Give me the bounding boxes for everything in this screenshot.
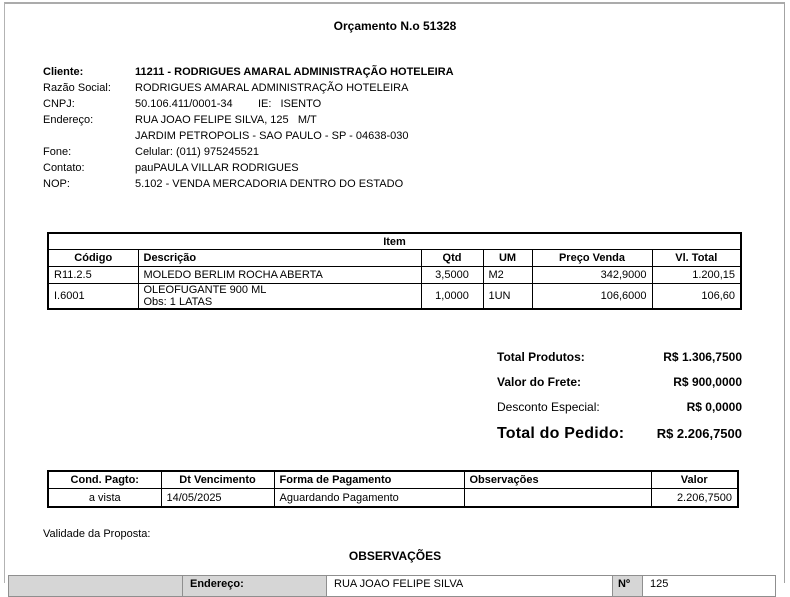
fone-label: Fone: [43,146,72,158]
razao-social-value: RODRIGUES AMARAL ADMINISTRAÇÃO HOTELEIRA [135,82,409,94]
col-cond-pagto: Cond. Pagto: [48,471,161,489]
col-valor: Valor [651,471,738,489]
nop-label: NOP: [43,178,70,190]
endereco-value: RUA JOAO FELIPE SILVA, 125 M/T [135,114,317,126]
item-total: 1.200,15 [652,267,741,284]
col-um: UM [483,250,532,267]
client-row-cnpj [43,96,454,112]
nop-value: 5.102 - VENDA MERCADORIA DENTRO DO ESTADO [135,178,404,190]
clipped-endereco-value: RUA JOAO FELIPE SILVA [326,575,613,597]
client-row-nop [43,176,454,192]
ie-label: IE: [258,98,272,110]
clipped-empty-cell [8,575,183,597]
ie-value: ISENTO [280,98,322,110]
payment-cond: a vista [48,489,161,508]
cliente-label: Cliente: [43,66,84,78]
endereco-label: Endereço: [43,114,94,126]
total-produtos-label: Total Produtos: [497,350,585,364]
fone-value: Celular: (011) 975245521 [135,146,259,158]
item-codigo: R11.2.5 [48,267,138,284]
item-total: 106,60 [652,284,741,310]
client-row-fone [43,144,454,160]
observacoes-title: OBSERVAÇÕES [348,549,442,563]
item-obs: Obs: 1 LATAS [143,296,213,308]
item-qtd: 1,0000 [421,284,483,310]
payment-forma: Aguardando Pagamento [274,489,464,508]
cnpj-value: 50.106.411/0001-34 [135,98,233,110]
desconto-especial-value: R$ 0,0000 [686,400,742,414]
item-section-header-row [48,233,741,250]
valor-frete-label: Valor do Frete: [497,375,582,389]
col-observacoes: Observações [464,471,651,489]
document-title: Orçamento N.o 51328 [333,19,457,33]
item-um: 1UN [483,284,532,310]
clipped-numero-label: Nº [612,575,643,597]
payment-obs [464,489,651,508]
total-pedido-label: Total do Pedido: [497,425,625,442]
clipped-numero-value: 125 [642,575,776,597]
item-section-title: Item [48,233,741,250]
payment-valor: 2.206,7500 [651,489,738,508]
cnpj-label: CNPJ: [43,98,75,110]
item-descricao: OLEOFUGANTE 900 ML Obs: 1 LATAS [138,284,421,310]
item-header-row [48,250,741,267]
contato-value: pauPAULA VILLAR RODRIGUES [135,162,299,174]
valor-frete-row [497,375,742,389]
client-row-contato [43,160,454,176]
total-pedido-value: R$ 2.206,7500 [656,426,742,441]
client-row-endereco2 [43,128,454,144]
contato-label: Contato: [43,162,85,174]
razao-social-label: Razão Social: [43,82,111,94]
col-preco-venda: Preço Venda [532,250,652,267]
col-qtd: Qtd [421,250,483,267]
clipped-next-section-row [8,575,776,597]
item-um: M2 [483,267,532,284]
table-row [48,489,738,508]
client-row-endereco [43,112,454,128]
item-table [47,232,742,310]
payment-table [47,470,739,508]
total-pedido-row [497,425,742,443]
clipped-endereco-label: Endereço: [182,575,327,597]
item-preco: 106,6000 [532,284,652,310]
table-row [48,284,741,310]
total-produtos-value: R$ 1.306,7500 [663,350,742,364]
client-row-cliente [43,64,454,80]
totals-block [497,350,742,443]
valor-frete-value: R$ 900,0000 [673,375,742,389]
table-row [48,267,741,284]
total-produtos-row [497,350,742,364]
item-descricao: MOLEDO BERLIM ROCHA ABERTA [138,267,421,284]
desconto-especial-row [497,400,742,414]
col-codigo: Código [48,250,138,267]
item-preco: 342,9000 [532,267,652,284]
item-qtd: 3,5000 [421,267,483,284]
payment-header-row [48,471,738,489]
client-row-razao-social [43,80,454,96]
col-vl-total: Vl. Total [652,250,741,267]
desconto-especial-label: Desconto Especial: [497,400,600,414]
col-descricao: Descrição [138,250,421,267]
validade-proposta-label: Validade da Proposta: [43,528,151,540]
endereco-value-line2: JARDIM PETROPOLIS - SAO PAULO - SP - 04638-030 [135,130,409,142]
item-codigo: I.6001 [48,284,138,310]
col-dt-vencimento: Dt Vencimento [161,471,274,489]
col-forma-pagamento: Forma de Pagamento [274,471,464,489]
payment-vencimento: 14/05/2025 [161,489,274,508]
cliente-value: 11211 - RODRIGUES AMARAL ADMINISTRAÇÃO HOTELEIRA [135,66,454,78]
client-info-block [43,64,454,192]
